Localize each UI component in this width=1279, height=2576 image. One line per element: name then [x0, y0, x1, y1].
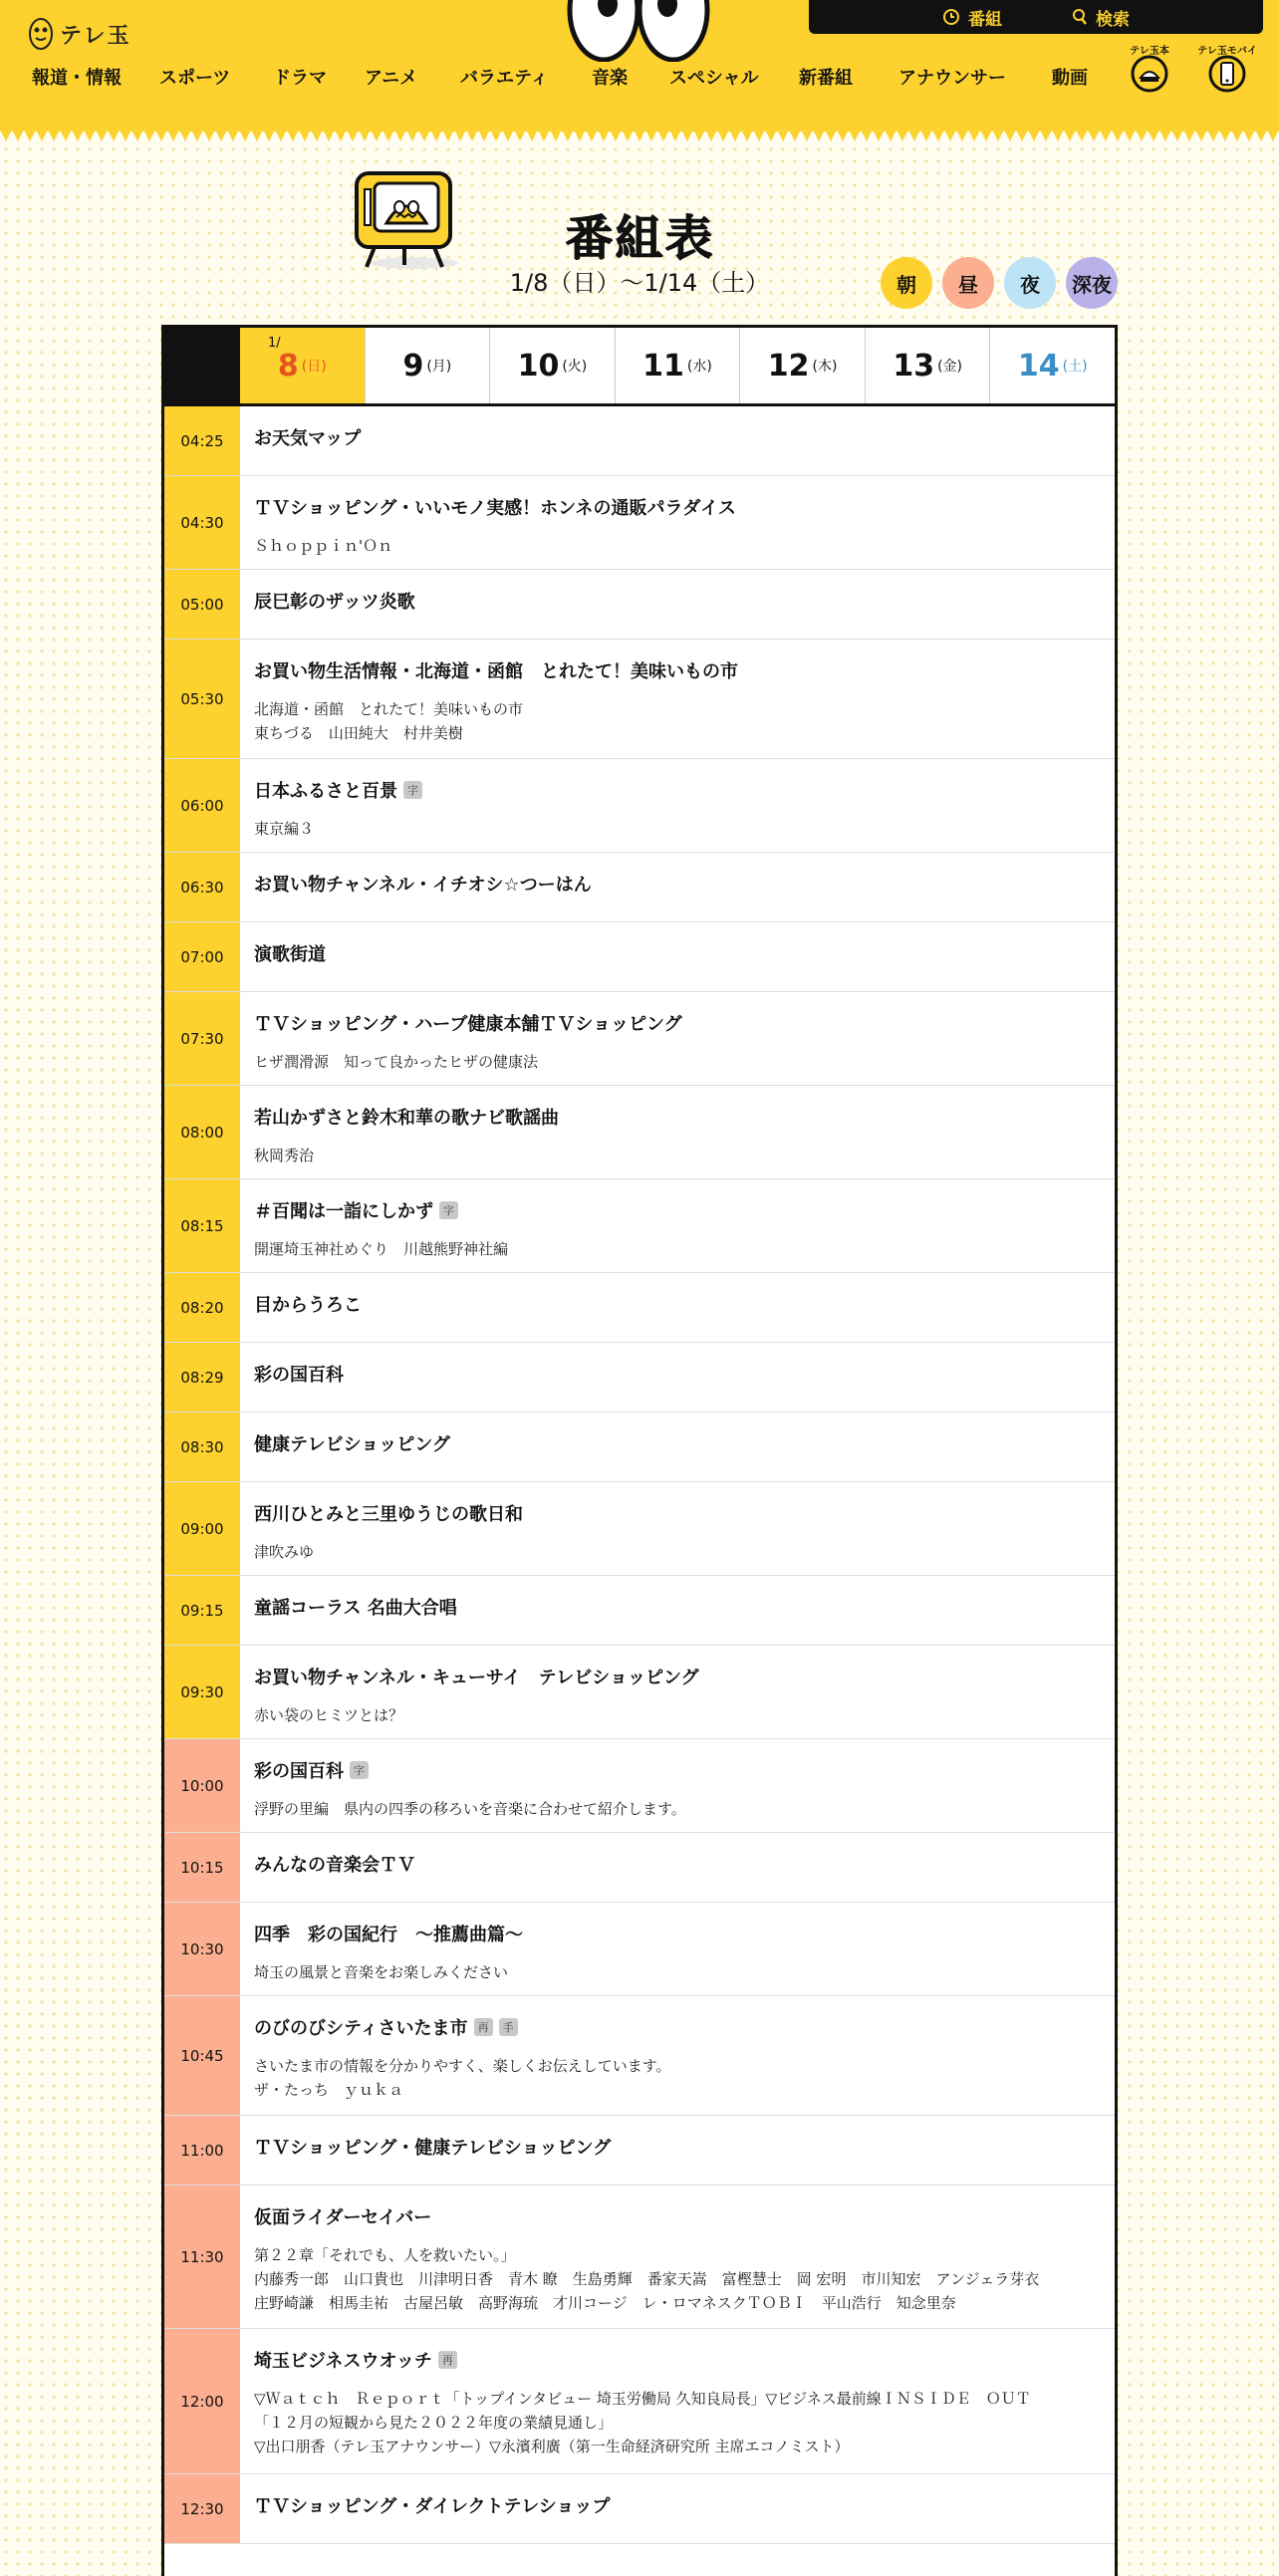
- program-time: 09:00: [164, 1482, 240, 1575]
- program-time: 08:30: [164, 1413, 240, 1481]
- day-tab[interactable]: [365, 328, 490, 403]
- program-info: [240, 1739, 1115, 1832]
- program-time: 05:00: [164, 570, 240, 639]
- program-time: 05:30: [164, 640, 240, 758]
- program-title-line: [254, 1921, 1101, 1946]
- program-badge: 再: [438, 2351, 457, 2369]
- day-number: 14: [1017, 348, 1060, 384]
- program-info: [240, 1413, 1115, 1481]
- program-time: 09:30: [164, 1646, 240, 1738]
- program-time: 10:15: [164, 1833, 240, 1902]
- program-row[interactable]: [164, 406, 1115, 476]
- program-title-line: [254, 1757, 1101, 1783]
- day-number: 10: [517, 348, 560, 384]
- program-row[interactable]: [164, 1996, 1115, 2116]
- program-time: 12:30: [164, 2474, 240, 2543]
- nav-announcers[interactable]: アナウンサー: [898, 68, 1006, 89]
- program-info: [240, 2474, 1115, 2543]
- program-title-line: [254, 2492, 1101, 2518]
- header-zigzag-edge: [0, 129, 1279, 149]
- nav-sports[interactable]: スポーツ: [159, 68, 231, 89]
- tod-night-button[interactable]: [1004, 257, 1056, 309]
- program-description: 赤い袋のヒミツとは？: [254, 1706, 404, 1724]
- program-title-line: [254, 657, 1101, 683]
- program-info: [240, 2329, 1115, 2473]
- program-row[interactable]: [164, 922, 1115, 992]
- logo-text: テレ玉: [60, 23, 131, 49]
- program-row[interactable]: [164, 992, 1115, 1086]
- program-title-line: [254, 1664, 1101, 1689]
- day-weekday: (土): [1062, 359, 1088, 375]
- program-info: [240, 1273, 1115, 1342]
- program-row[interactable]: [164, 1739, 1115, 1833]
- program-title[interactable]: ＴＶショッピング・ハーブ健康本舗ＴＶショッピング: [254, 1014, 682, 1035]
- day-tab[interactable]: [989, 328, 1115, 403]
- program-info: [240, 1179, 1115, 1272]
- day-weekday: (木): [812, 359, 838, 375]
- day-tab[interactable]: [615, 328, 740, 403]
- program-info: [240, 406, 1115, 475]
- program-title[interactable]: 目からうろこ: [254, 1295, 362, 1316]
- program-badge: 字: [439, 1201, 458, 1219]
- date-range: 1/8（日）〜1/14（土）: [509, 269, 770, 297]
- program-title[interactable]: ＃百聞は一詣にしかず: [254, 1201, 433, 1222]
- program-schedule-link[interactable]: [942, 5, 1002, 30]
- nav-music[interactable]: 音楽: [592, 68, 628, 89]
- program-title-line: [254, 1010, 1101, 1036]
- program-row[interactable]: [164, 1086, 1115, 1179]
- program-title[interactable]: 辰巳彰のザッツ炎歌: [254, 592, 415, 613]
- clock-icon: [942, 8, 960, 26]
- teletama-mascot-icon: [28, 16, 54, 52]
- program-description: 津吹みゆ: [254, 1543, 315, 1561]
- day-number: 13: [893, 348, 935, 384]
- program-title[interactable]: 演歌街道: [254, 944, 326, 965]
- tod-morning-label: 朝: [896, 272, 916, 297]
- program-title[interactable]: お買い物生活情報・北海道・函館 とれたて！美味いもの市: [254, 661, 738, 682]
- program-time: 06:00: [164, 759, 240, 852]
- program-title[interactable]: 健康テレビショッピング: [254, 1434, 450, 1455]
- program-description: 秋岡秀治: [254, 1147, 315, 1164]
- tv-mascot-illustration: [353, 167, 468, 271]
- program-time: 11:30: [164, 2186, 240, 2328]
- program-title-line: [254, 494, 1101, 520]
- program-description: 浮野の里編 県内の四季の移ろいを音楽に合わせて紹介します。: [254, 1800, 686, 1818]
- tod-latenight-label: 深夜: [1072, 272, 1112, 297]
- program-title-line: [254, 1430, 1101, 1456]
- program-time: 08:15: [164, 1179, 240, 1272]
- program-title[interactable]: ＴＶショッピング・ダイレクトテレショップ: [254, 2496, 611, 2517]
- search-label: 検索: [1096, 9, 1130, 30]
- program-title-line: [254, 1500, 1101, 1526]
- program-description: さいたま市の情報を分かりやすく、楽しくお伝えしています。 ザ・たっち ｙｕｋａ: [254, 2057, 671, 2099]
- nav-anime[interactable]: アニメ: [365, 68, 418, 89]
- program-info: [240, 1646, 1115, 1738]
- program-time: 10:00: [164, 1739, 240, 1832]
- program-title[interactable]: 西川ひとみと三里ゆうじの歌日和: [254, 1504, 523, 1525]
- program-row[interactable]: [164, 1833, 1115, 1903]
- program-description: 埼玉の風景と音楽をお楽しみください: [254, 1963, 509, 1981]
- program-row[interactable]: [164, 1273, 1115, 1343]
- program-info: [240, 759, 1115, 852]
- program-info: [240, 1086, 1115, 1178]
- program-info: [240, 2186, 1115, 2328]
- site-logo[interactable]: [28, 16, 131, 52]
- program-title[interactable]: 彩の国百科: [254, 1365, 344, 1386]
- program-title-line: [254, 424, 1101, 450]
- day-weekday: (火): [562, 359, 588, 375]
- program-description: Ｓｈｏｐｐｉｎ'Ｏｎ: [254, 537, 393, 555]
- program-time: 10:30: [164, 1903, 240, 1995]
- mobile-icon: [1207, 54, 1247, 94]
- program-title[interactable]: 四季 彩の国紀行 ～推薦曲篇～: [254, 1925, 523, 1945]
- program-time: 07:30: [164, 992, 240, 1085]
- program-description: 北海道・函館 とれたて！美味いもの市 東ちづる 山田純大 村井美樹: [254, 700, 524, 742]
- program-time: 07:00: [164, 922, 240, 991]
- search-icon: [1072, 8, 1088, 26]
- day-tabs-corner: [164, 328, 240, 403]
- program-title-line: [254, 2014, 1101, 2040]
- program-info: [240, 1833, 1115, 1902]
- program-time: 08:29: [164, 1343, 240, 1412]
- schedule-table: [161, 325, 1118, 2576]
- program-row[interactable]: [164, 2186, 1115, 2329]
- program-description: ヒザ潤滑源 知って良かったヒザの健康法: [254, 1053, 539, 1071]
- mascot-eyes-icon: [564, 0, 713, 62]
- program-title[interactable]: 埼玉ビジネスウオッチ: [254, 2351, 432, 2372]
- day-weekday: (水): [686, 359, 712, 375]
- program-title-line: [254, 2347, 1101, 2373]
- program-time: 09:15: [164, 1576, 240, 1645]
- program-row[interactable]: [164, 1343, 1115, 1413]
- nav-news[interactable]: 報道・情報: [32, 68, 122, 89]
- nav-variety[interactable]: バラエティ: [460, 68, 549, 89]
- program-title[interactable]: みんなの音楽会ＴＶ: [254, 1855, 415, 1876]
- program-title-line: [254, 871, 1101, 897]
- utility-bar: [809, 0, 1263, 34]
- tod-latenight-button[interactable]: [1066, 257, 1118, 309]
- program-title-line: [254, 940, 1101, 966]
- teletama-hon-icon: [1130, 54, 1169, 94]
- program-title-line: [254, 588, 1101, 614]
- day-tabs: [164, 328, 1115, 406]
- program-title[interactable]: のびのびシティさいたま市: [254, 2018, 468, 2039]
- day-tab[interactable]: [240, 328, 365, 403]
- day-tab[interactable]: [489, 328, 615, 403]
- day-number: 9: [402, 348, 424, 384]
- program-badge: 再: [474, 2018, 493, 2036]
- main-nav: [0, 58, 1279, 98]
- program-title-line: [254, 1104, 1101, 1130]
- day-number: 12: [767, 348, 810, 384]
- program-row[interactable]: [164, 2116, 1115, 2186]
- program-row[interactable]: [164, 1482, 1115, 1576]
- program-info: [240, 1903, 1115, 1995]
- program-description: 開運埼玉神社めぐり 川越熊野神社編: [254, 1240, 509, 1258]
- program-time: 06:30: [164, 853, 240, 921]
- program-row[interactable]: [164, 2474, 1115, 2544]
- program-info: [240, 640, 1115, 758]
- program-title[interactable]: 童謡コーラス 名曲大合唱: [254, 1598, 457, 1619]
- day-tab[interactable]: [865, 328, 990, 403]
- tod-night-label: 夜: [1020, 272, 1040, 297]
- program-info: [240, 853, 1115, 921]
- program-info: [240, 922, 1115, 991]
- search-link[interactable]: [1072, 5, 1130, 30]
- program-title-line: [254, 2134, 1101, 2160]
- program-title[interactable]: 仮面ライダーセイバー: [254, 2207, 432, 2228]
- program-row[interactable]: [164, 2329, 1115, 2474]
- program-title[interactable]: ＴＶショッピング・いいモノ実感！ホンネの通販パラダイス: [254, 498, 736, 519]
- program-info: [240, 1996, 1115, 2115]
- program-title[interactable]: 若山かずさと鈴木和華の歌ナビ歌謡曲: [254, 1108, 559, 1129]
- program-time: 12:00: [164, 2329, 240, 2473]
- program-row[interactable]: [164, 640, 1115, 759]
- program-title[interactable]: ＴＶショッピング・健康テレビショッピング: [254, 2138, 612, 2159]
- day-number: 8: [277, 348, 299, 384]
- program-title-line: [254, 1197, 1101, 1223]
- program-badge: 字: [350, 1761, 369, 1779]
- program-row[interactable]: [164, 476, 1115, 570]
- program-title-line: [254, 777, 1101, 803]
- teletama-mobile-label: テレ玉モバイ: [1197, 46, 1257, 57]
- program-time: 04:25: [164, 406, 240, 475]
- day-weekday: (月): [426, 359, 452, 375]
- page-title: 番組表: [564, 210, 714, 266]
- program-time: 11:00: [164, 2116, 240, 2185]
- nav-new-programs[interactable]: 新番組: [799, 68, 853, 89]
- program-row[interactable]: [164, 1413, 1115, 1482]
- program-row[interactable]: [164, 759, 1115, 853]
- program-description: 東京編３: [254, 820, 315, 838]
- program-info: [240, 1576, 1115, 1645]
- program-row[interactable]: [164, 1576, 1115, 1646]
- day-weekday: (金): [937, 359, 963, 375]
- program-row[interactable]: [164, 853, 1115, 922]
- program-badge: 手: [499, 2018, 518, 2036]
- program-title-line: [254, 1361, 1101, 1387]
- program-schedule-label: 番組: [968, 9, 1002, 30]
- teletama-hon-link[interactable]: [1118, 40, 1181, 96]
- program-title[interactable]: お天気マップ: [254, 428, 362, 449]
- program-title[interactable]: 彩の国百科: [254, 1761, 344, 1782]
- day-weekday: (日): [301, 359, 327, 375]
- program-time: 04:30: [164, 476, 240, 569]
- nav-videos[interactable]: 動画: [1052, 68, 1088, 89]
- nav-drama[interactable]: ドラマ: [273, 68, 327, 89]
- tod-daytime-button[interactable]: [942, 257, 994, 309]
- program-title[interactable]: 日本ふるさと百景: [254, 781, 397, 802]
- program-title-line: [254, 1851, 1101, 1877]
- tod-daytime-label: 昼: [958, 272, 978, 297]
- nav-special[interactable]: スペシャル: [669, 68, 759, 89]
- program-row[interactable]: [164, 1903, 1115, 1996]
- day-number: 11: [642, 348, 684, 384]
- site-header: [0, 0, 1279, 131]
- program-title-line: [254, 2203, 1101, 2229]
- program-title-line: [254, 1291, 1101, 1317]
- program-title-line: [254, 1594, 1101, 1620]
- tod-morning-button[interactable]: [881, 257, 932, 309]
- day-tab[interactable]: [739, 328, 865, 403]
- program-info: [240, 1482, 1115, 1575]
- program-badge: 字: [403, 781, 422, 799]
- program-description: ▽Ｗａｔｃｈ Ｒｅｐｏｒｔ「トップインタビュー 埼玉労働局 久知良局長」▽ビジネス最前線ＩＮＳＩＤＥ ＯＵＴ 「１２月の短観から見た２０２２年度の業績見通し」 ▽出口朋香（テレ玉アナウンサー）▽永濱利廣（第一生命経済研究所 主席エコノミスト）: [254, 2390, 1031, 2455]
- program-info: [240, 1343, 1115, 1412]
- program-info: [240, 2116, 1115, 2185]
- program-info: [240, 570, 1115, 639]
- program-list: [164, 406, 1115, 2544]
- program-info: [240, 992, 1115, 1085]
- program-description: 第２２章「それでも、人を救いたい。」 内藤秀一郎 山口貴也 川津明日香 青木 瞭 生島勇輝 番家天嵩 富樫慧士 岡 宏明 市川知宏 アンジェラ芽衣 庄野崎謙 相馬圭祐 古屋呂敏 高野海琉 才川コージ レ・ロマネスクＴＯＢＩ 平山浩行 知念里奈: [254, 2246, 1040, 2312]
- program-row[interactable]: [164, 1179, 1115, 1273]
- program-info: [240, 476, 1115, 569]
- program-row[interactable]: [164, 1646, 1115, 1739]
- program-title[interactable]: お買い物チャンネル・キューサイ テレビショッピング: [254, 1668, 699, 1688]
- program-row[interactable]: [164, 570, 1115, 640]
- program-time: 08:00: [164, 1086, 240, 1178]
- teletama-hon-label: テレ玉本: [1130, 46, 1169, 57]
- teletama-mobile-link[interactable]: [1195, 40, 1259, 96]
- day-month: 1/: [268, 336, 281, 351]
- program-time: 10:45: [164, 1996, 240, 2115]
- program-title[interactable]: お買い物チャンネル・イチオシ☆つーはん: [254, 875, 592, 896]
- program-time: 08:20: [164, 1273, 240, 1342]
